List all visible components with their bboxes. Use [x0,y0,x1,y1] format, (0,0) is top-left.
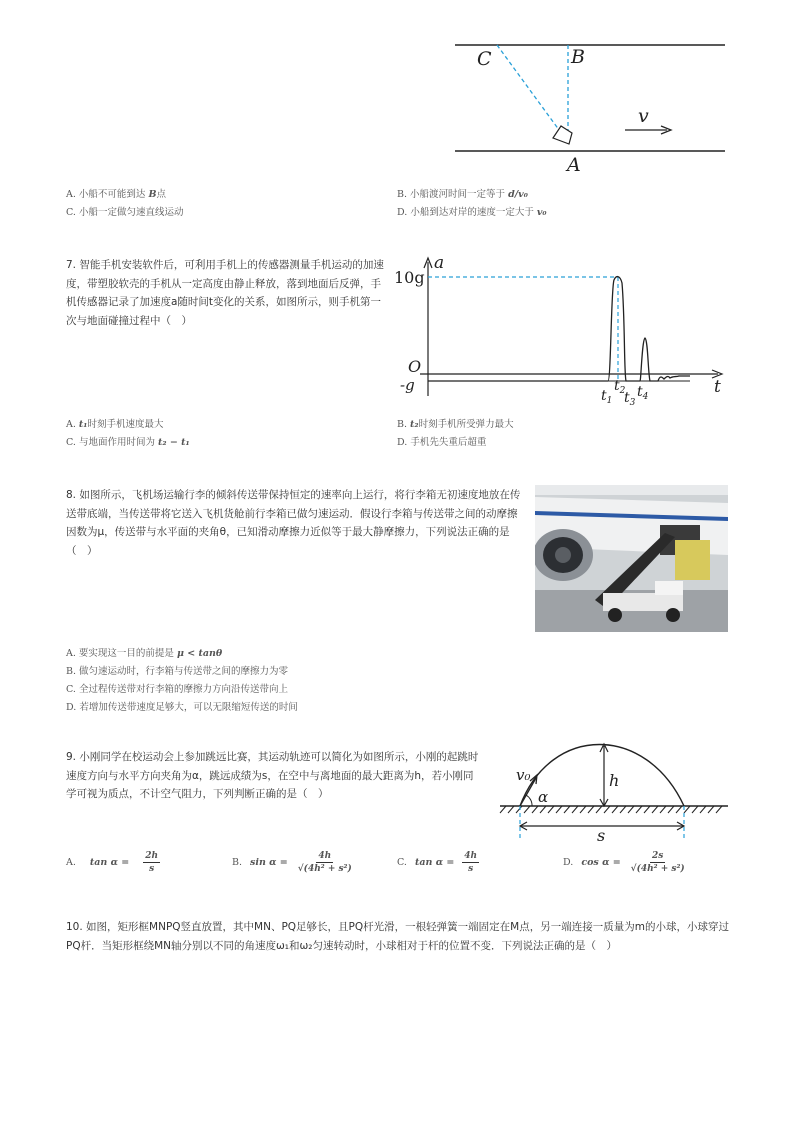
q6-option-a-tail: 点 [156,189,166,200]
q9-option-c-fn: tan α = [414,856,455,868]
boat-icon [553,126,572,144]
q9-option-b-den: √(4h² + s²) [297,864,352,874]
q10-stem: 10. 如图，矩形框MNPQ竖直放置，其中MN、PQ足够长，且PQ杆光滑，一根轻弹簧一端固定在M点，另一端连接一质量为m的小球，小球穿过PQ杆．当矩形框绕MN轴分别以不同的角速度ω₁和ω₂匀速转动时，小球相对于杆的位置不变．下列说法正确的是（ ） [66,921,729,952]
q9-option-a[interactable] [66,850,160,875]
q9-option-b-num: 4h [318,851,332,861]
q9-option-a-fn: tan α = [89,856,130,868]
q9-option-b-fraction [296,850,354,875]
q8-stem: 8. 如图所示，飞机场运输行李的倾斜传送带保持恒定的速率向上运行，将行李箱无初速度地放在传送带底端，当传送带将它送入飞机货舱前行李箱已做匀速运动．假设行李箱与传送带之间的动摩擦因数为μ，传送带与水平面的夹角θ，已知滑动摩擦力近似等于最大静摩擦力，下列说法正确的是（ ） [66,489,521,557]
acceleration-curve [428,277,690,381]
q7-option-d[interactable] [397,434,486,452]
q7-option-b-math: t₂ [410,419,419,430]
label-b: B [571,46,585,68]
axis-label-a: a [434,253,445,273]
ground-hatching [500,806,722,813]
q7-option-a[interactable] [66,416,164,434]
q9-option-d-pre: D. [563,856,574,868]
label-t4: $t_4$ [637,384,649,402]
label-origin: O [408,357,422,376]
q6-option-d-math: v₀ [536,207,547,218]
label-alpha: α [538,788,549,806]
label-h: h [609,771,620,790]
q7-option-c-math: t₂ − t₁ [158,437,190,448]
airport-conveyor-photo [535,485,728,632]
q8-option-a-text: A. 要实现这一目的前提是 [66,648,174,659]
label-v0: v₀ [516,766,531,784]
q6-option-a-math: B [148,189,157,200]
q8-option-b-text: B. 做匀速运动时，行李箱与传送带之间的摩擦力为零 [66,666,289,677]
q9-option-c-pre: C. [397,856,407,868]
q9-option-b[interactable] [232,850,354,875]
q7-option-b[interactable] [397,416,514,434]
q9-option-a-pre: A. [66,856,76,868]
q9-option-a-num: 2h [145,851,159,861]
dashed-path-ac [497,45,562,134]
label-neg-g: -g [400,376,415,394]
conveyor-photo-illustration [535,485,728,632]
q7-option-a-tail: 时刻手机速度最大 [87,419,164,430]
q7-option-b-pre: B. [397,419,408,430]
q9-option-a-fraction [143,850,160,875]
river-boat-figure [440,30,740,180]
label-s: s [597,826,606,844]
label-t1: $t_1$ [601,388,613,406]
q9-option-b-fn: sin α = [250,856,288,868]
q6-option-c-text: C. 小船一定做匀速直线运动 [66,207,184,218]
q9-option-d-num: 2s [652,851,664,861]
acceleration-time-graph [390,248,735,408]
q8-option-a-math: μ < tanθ [176,648,223,659]
label-c: C [477,48,492,70]
q7-stem: 7. 智能手机安装软件后，可利用手机上的传感器测量手机运动的加速度，带塑胶软壳的手机从一定高度由静止释放，落到地面后反弹，手机传感器记录了加速度a随时间t变化的关系，如图所示，则手机第一次与地面碰撞过程中（ ） [66,259,384,327]
alpha-arc [526,795,532,806]
q9-option-d-fn: cos α = [581,856,621,868]
q8-option-a[interactable] [66,645,222,663]
q7-option-c-text: C. 与地面作用时间为 [66,437,155,448]
q9-option-d-fraction [629,850,687,875]
label-t3: $t_3$ [624,390,636,408]
q8-option-d-text: D. 若增加传送带速度足够大，可以无限缩短传送的时间 [66,702,298,713]
axis-label-t: t [714,377,721,397]
q6-option-a-text: A. 小船不可能到达 [66,189,146,200]
label-a: A [567,154,581,176]
q6-option-b[interactable] [397,186,528,204]
q8-option-b[interactable] [66,663,288,681]
q6-option-d-text: D. 小船到达对岸的速度一定大于 [397,207,534,218]
q9-option-c-fraction [462,850,479,875]
q8-option-c-text: C. 全过程传送带对行李箱的摩擦力方向沿传送带向上 [66,684,288,695]
q6-option-d[interactable] [397,204,547,222]
q7-option-d-text: D. 手机先失重后超重 [397,437,487,448]
q9-option-d[interactable] [563,850,687,875]
q9-option-d-den: √(4h² + s²) [630,864,685,874]
q8-option-d[interactable] [66,699,298,717]
label-t2: $t_2$ [614,378,626,396]
q9-stem: 9. 小刚同学在校运动会上参加跳远比赛，其运动轨迹可以简化为如图所示，小刚的起跳时速度方向与水平方向夹角为α，跳远成绩为s，在空中与离地面的最大距离为h，若小刚同学可视为质点，不计空气阻力，下列判断正确的是（ ） [66,751,479,800]
label-10g: 10g [394,268,425,287]
q7-option-b-tail: 时刻手机所受弹力最大 [418,419,514,430]
q9-option-c-num: 4h [464,851,478,861]
q7-option-a-math: t₁ [78,419,88,430]
q6-option-c[interactable] [66,204,183,222]
q7-option-a-pre: A. [66,419,76,430]
q7-option-c[interactable] [66,434,190,452]
q9-option-c-den: s [468,864,474,874]
q6-option-b-text: B. 小船渡河时间一定等于 [397,189,506,200]
q9-option-b-pre: B. [232,856,243,868]
label-v: v [638,105,649,127]
q6-option-b-math: d/v₀ [508,189,528,200]
q6-option-a[interactable] [66,186,166,204]
q9-option-c[interactable] [397,850,479,875]
q9-option-a-den: s [149,864,155,874]
long-jump-trajectory-figure [496,738,736,844]
q8-option-c[interactable] [66,681,288,699]
